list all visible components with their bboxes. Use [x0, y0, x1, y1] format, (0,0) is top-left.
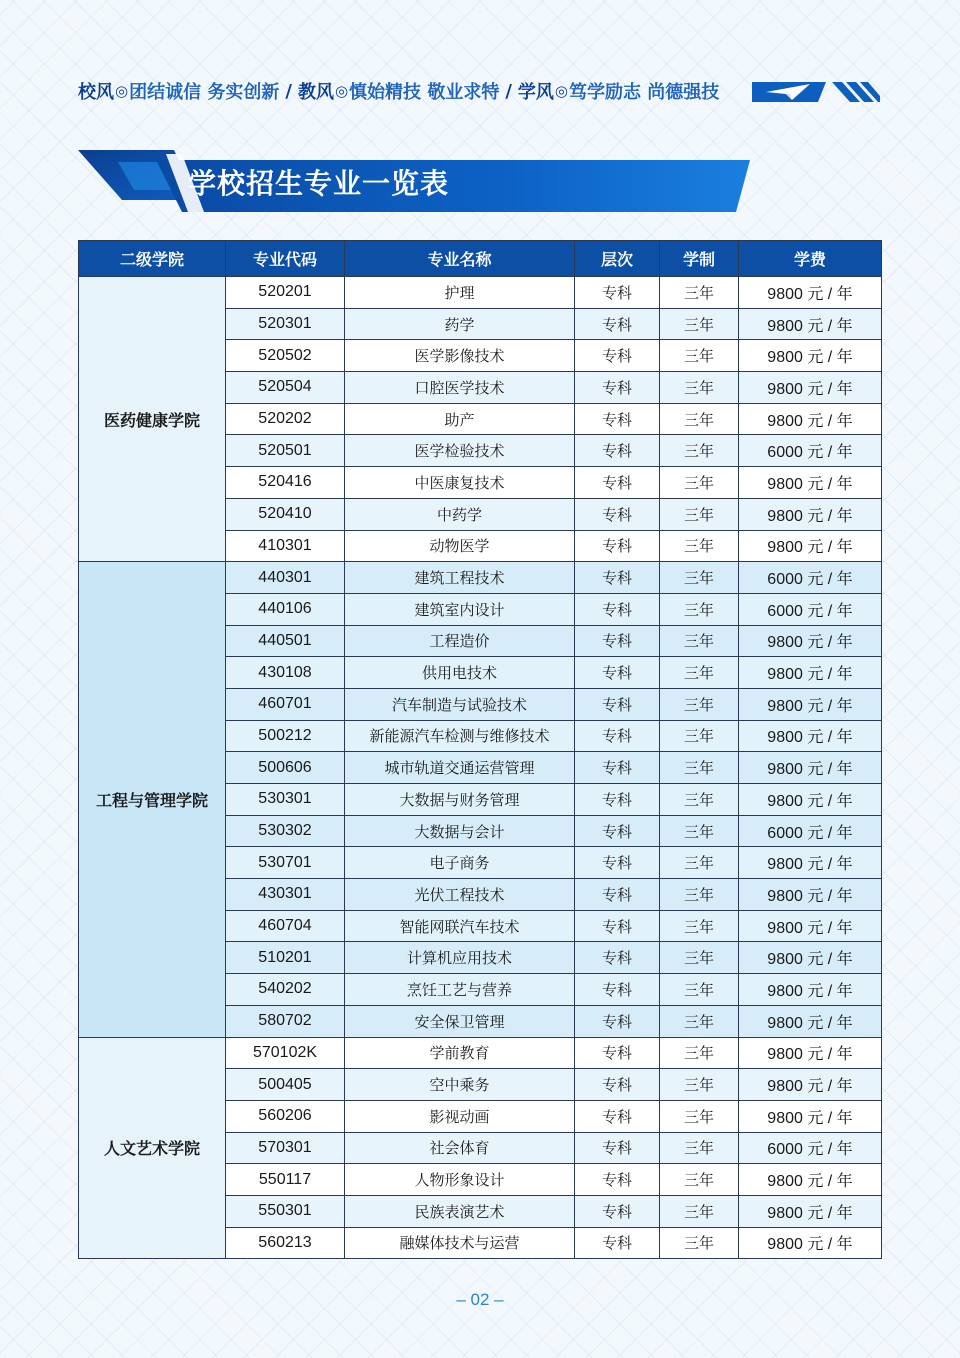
- duration-cell: 三年: [660, 910, 739, 942]
- tuition-cell: 9800 元 / 年: [739, 308, 882, 340]
- tuition-cell: 9800 元 / 年: [739, 1227, 882, 1259]
- tuition-cell: 9800 元 / 年: [739, 1164, 882, 1196]
- tuition-cell: 6000 元 / 年: [739, 435, 882, 467]
- tuition-cell: 9800 元 / 年: [739, 784, 882, 816]
- major-code-cell: 520410: [226, 498, 345, 530]
- major-code-cell: 500405: [226, 1069, 345, 1101]
- major-name-cell: 安全保卫管理: [345, 1005, 575, 1037]
- major-code-cell: 410301: [226, 530, 345, 562]
- major-name-cell: 光伏工程技术: [345, 879, 575, 911]
- tuition-cell: 9800 元 / 年: [739, 720, 882, 752]
- duration-cell: 三年: [660, 1132, 739, 1164]
- duration-cell: 三年: [660, 277, 739, 309]
- duration-cell: 三年: [660, 593, 739, 625]
- header-years: 学制: [660, 241, 739, 277]
- major-code-cell: 560206: [226, 1100, 345, 1132]
- major-code-cell: 520501: [226, 435, 345, 467]
- header-major: 专业名称: [345, 241, 575, 277]
- major-code-cell: 460704: [226, 910, 345, 942]
- duration-cell: 三年: [660, 720, 739, 752]
- tuition-cell: 6000 元 / 年: [739, 562, 882, 594]
- major-name-cell: 护理: [345, 277, 575, 309]
- tuition-cell: 9800 元 / 年: [739, 403, 882, 435]
- header-department: 二级学院: [79, 241, 226, 277]
- majors-table: [78, 240, 882, 1259]
- motto-banner: [78, 78, 719, 104]
- paper-plane-icon: [752, 80, 880, 104]
- motto-ring-3: ◎: [554, 82, 568, 100]
- duration-cell: 三年: [660, 340, 739, 372]
- page-title: 学校招生专业一览表: [188, 167, 450, 200]
- motto-ring-2: ◎: [334, 82, 349, 100]
- duration-cell: 三年: [660, 752, 739, 784]
- major-name-cell: 建筑室内设计: [345, 593, 575, 625]
- duration-cell: 三年: [660, 974, 739, 1006]
- level-cell: 专科: [575, 720, 660, 752]
- tuition-cell: 9800 元 / 年: [739, 277, 882, 309]
- major-name-cell: 学前教育: [345, 1037, 575, 1069]
- level-cell: 专科: [575, 277, 660, 309]
- major-code-cell: 520301: [226, 308, 345, 340]
- tuition-cell: 9800 元 / 年: [739, 1069, 882, 1101]
- major-name-cell: 供用电技术: [345, 657, 575, 689]
- header-level: 层次: [575, 241, 660, 277]
- major-code-cell: 580702: [226, 1005, 345, 1037]
- major-code-cell: 440501: [226, 625, 345, 657]
- major-code-cell: 520504: [226, 372, 345, 404]
- table-row: [79, 277, 882, 309]
- level-cell: 专科: [575, 752, 660, 784]
- duration-cell: 三年: [660, 1069, 739, 1101]
- major-name-cell: 新能源汽车检测与维修技术: [345, 720, 575, 752]
- major-code-cell: 520201: [226, 277, 345, 309]
- department-cell: 医药健康学院: [79, 277, 226, 562]
- duration-cell: 三年: [660, 1005, 739, 1037]
- major-name-cell: 城市轨道交通运营管理: [345, 752, 575, 784]
- level-cell: 专科: [575, 657, 660, 689]
- duration-cell: 三年: [660, 1195, 739, 1227]
- level-cell: 专科: [575, 688, 660, 720]
- level-cell: 专科: [575, 815, 660, 847]
- duration-cell: 三年: [660, 847, 739, 879]
- tuition-cell: 9800 元 / 年: [739, 1195, 882, 1227]
- level-cell: 专科: [575, 435, 660, 467]
- level-cell: 专科: [575, 625, 660, 657]
- major-code-cell: 510201: [226, 942, 345, 974]
- major-name-cell: 汽车制造与试验技术: [345, 688, 575, 720]
- table-row: [79, 562, 882, 594]
- major-name-cell: 人物形象设计: [345, 1164, 575, 1196]
- major-name-cell: 电子商务: [345, 847, 575, 879]
- major-name-cell: 动物医学: [345, 530, 575, 562]
- level-cell: 专科: [575, 1164, 660, 1196]
- duration-cell: 三年: [660, 530, 739, 562]
- level-cell: 专科: [575, 340, 660, 372]
- level-cell: 专科: [575, 467, 660, 499]
- motto-teach-key: 教风: [297, 82, 334, 103]
- major-name-cell: 助产: [345, 403, 575, 435]
- duration-cell: 三年: [660, 308, 739, 340]
- level-cell: 专科: [575, 1005, 660, 1037]
- tuition-cell: 6000 元 / 年: [739, 593, 882, 625]
- tuition-cell: 9800 元 / 年: [739, 657, 882, 689]
- tuition-cell: 9800 元 / 年: [739, 340, 882, 372]
- duration-cell: 三年: [660, 372, 739, 404]
- major-name-cell: 融媒体技术与运营: [345, 1227, 575, 1259]
- major-name-cell: 空中乘务: [345, 1069, 575, 1101]
- level-cell: 专科: [575, 498, 660, 530]
- major-name-cell: 药学: [345, 308, 575, 340]
- duration-cell: 三年: [660, 403, 739, 435]
- major-code-cell: 540202: [226, 974, 345, 1006]
- level-cell: 专科: [575, 1132, 660, 1164]
- level-cell: 专科: [575, 1227, 660, 1259]
- tuition-cell: 9800 元 / 年: [739, 688, 882, 720]
- tuition-cell: 6000 元 / 年: [739, 1132, 882, 1164]
- level-cell: 专科: [575, 1195, 660, 1227]
- tuition-cell: 9800 元 / 年: [739, 752, 882, 784]
- motto-separator-2: /: [505, 80, 512, 102]
- major-name-cell: 建筑工程技术: [345, 562, 575, 594]
- duration-cell: 三年: [660, 815, 739, 847]
- major-name-cell: 大数据与财务管理: [345, 784, 575, 816]
- major-code-cell: 560213: [226, 1227, 345, 1259]
- major-code-cell: 530701: [226, 847, 345, 879]
- major-code-cell: 430301: [226, 879, 345, 911]
- major-name-cell: 智能网联汽车技术: [345, 910, 575, 942]
- major-name-cell: 工程造价: [345, 625, 575, 657]
- motto-separator-1: /: [285, 80, 292, 102]
- level-cell: 专科: [575, 847, 660, 879]
- level-cell: 专科: [575, 562, 660, 594]
- level-cell: 专科: [575, 403, 660, 435]
- department-cell: 人文艺术学院: [79, 1037, 226, 1259]
- tuition-cell: 9800 元 / 年: [739, 910, 882, 942]
- duration-cell: 三年: [660, 657, 739, 689]
- level-cell: 专科: [575, 1037, 660, 1069]
- major-code-cell: 520416: [226, 467, 345, 499]
- major-code-cell: 520502: [226, 340, 345, 372]
- duration-cell: 三年: [660, 435, 739, 467]
- tuition-cell: 9800 元 / 年: [739, 530, 882, 562]
- duration-cell: 三年: [660, 467, 739, 499]
- level-cell: 专科: [575, 879, 660, 911]
- tuition-cell: 6000 元 / 年: [739, 815, 882, 847]
- table-body: [79, 277, 882, 1259]
- major-code-cell: 430108: [226, 657, 345, 689]
- major-code-cell: 500606: [226, 752, 345, 784]
- level-cell: 专科: [575, 910, 660, 942]
- tuition-cell: 9800 元 / 年: [739, 1100, 882, 1132]
- major-name-cell: 中医康复技术: [345, 467, 575, 499]
- major-code-cell: 460701: [226, 688, 345, 720]
- tuition-cell: 9800 元 / 年: [739, 974, 882, 1006]
- major-name-cell: 医学检验技术: [345, 435, 575, 467]
- motto-school-text: 团结诚信 务实创新: [129, 82, 280, 103]
- duration-cell: 三年: [660, 784, 739, 816]
- major-name-cell: 影视动画: [345, 1100, 575, 1132]
- duration-cell: 三年: [660, 1164, 739, 1196]
- major-code-cell: 520202: [226, 403, 345, 435]
- duration-cell: 三年: [660, 562, 739, 594]
- major-name-cell: 口腔医学技术: [345, 372, 575, 404]
- level-cell: 专科: [575, 974, 660, 1006]
- tuition-cell: 9800 元 / 年: [739, 1005, 882, 1037]
- level-cell: 专科: [575, 1100, 660, 1132]
- motto-study-key: 学风: [517, 82, 554, 103]
- motto-ring-1: ◎: [115, 82, 129, 100]
- department-cell: 工程与管理学院: [79, 562, 226, 1037]
- tuition-cell: 9800 元 / 年: [739, 467, 882, 499]
- major-name-cell: 计算机应用技术: [345, 942, 575, 974]
- duration-cell: 三年: [660, 942, 739, 974]
- duration-cell: 三年: [660, 1100, 739, 1132]
- header-code: 专业代码: [226, 241, 345, 277]
- major-name-cell: 中药学: [345, 498, 575, 530]
- tuition-cell: 9800 元 / 年: [739, 372, 882, 404]
- level-cell: 专科: [575, 1069, 660, 1101]
- duration-cell: 三年: [660, 498, 739, 530]
- level-cell: 专科: [575, 308, 660, 340]
- level-cell: 专科: [575, 530, 660, 562]
- table-header-row: [79, 241, 882, 277]
- motto-study-text: 笃学励志 尚德强技: [569, 82, 720, 103]
- motto-teach-text: 慎始精技 敬业求特: [349, 82, 500, 103]
- duration-cell: 三年: [660, 625, 739, 657]
- major-code-cell: 570301: [226, 1132, 345, 1164]
- tuition-cell: 9800 元 / 年: [739, 1037, 882, 1069]
- major-code-cell: 550117: [226, 1164, 345, 1196]
- level-cell: 专科: [575, 784, 660, 816]
- major-name-cell: 民族表演艺术: [345, 1195, 575, 1227]
- tuition-cell: 9800 元 / 年: [739, 879, 882, 911]
- tuition-cell: 9800 元 / 年: [739, 498, 882, 530]
- major-code-cell: 530302: [226, 815, 345, 847]
- motto-school-key: 校风: [78, 82, 114, 103]
- major-name-cell: 大数据与会计: [345, 815, 575, 847]
- duration-cell: 三年: [660, 688, 739, 720]
- tuition-cell: 9800 元 / 年: [739, 847, 882, 879]
- duration-cell: 三年: [660, 1227, 739, 1259]
- majors-table-container: [78, 240, 881, 1259]
- table-row: [79, 1037, 882, 1069]
- major-code-cell: 570102K: [226, 1037, 345, 1069]
- level-cell: 专科: [575, 372, 660, 404]
- major-name-cell: 烹饪工艺与营养: [345, 974, 575, 1006]
- major-code-cell: 440106: [226, 593, 345, 625]
- major-code-cell: 500212: [226, 720, 345, 752]
- major-code-cell: 440301: [226, 562, 345, 594]
- major-name-cell: 社会体育: [345, 1132, 575, 1164]
- major-name-cell: 医学影像技术: [345, 340, 575, 372]
- duration-cell: 三年: [660, 879, 739, 911]
- duration-cell: 三年: [660, 1037, 739, 1069]
- tuition-cell: 9800 元 / 年: [739, 942, 882, 974]
- page-number: – 02 –: [456, 1290, 504, 1309]
- major-code-cell: 530301: [226, 784, 345, 816]
- header-fee: 学费: [739, 241, 882, 277]
- level-cell: 专科: [575, 942, 660, 974]
- major-code-cell: 550301: [226, 1195, 345, 1227]
- level-cell: 专科: [575, 593, 660, 625]
- tuition-cell: 9800 元 / 年: [739, 625, 882, 657]
